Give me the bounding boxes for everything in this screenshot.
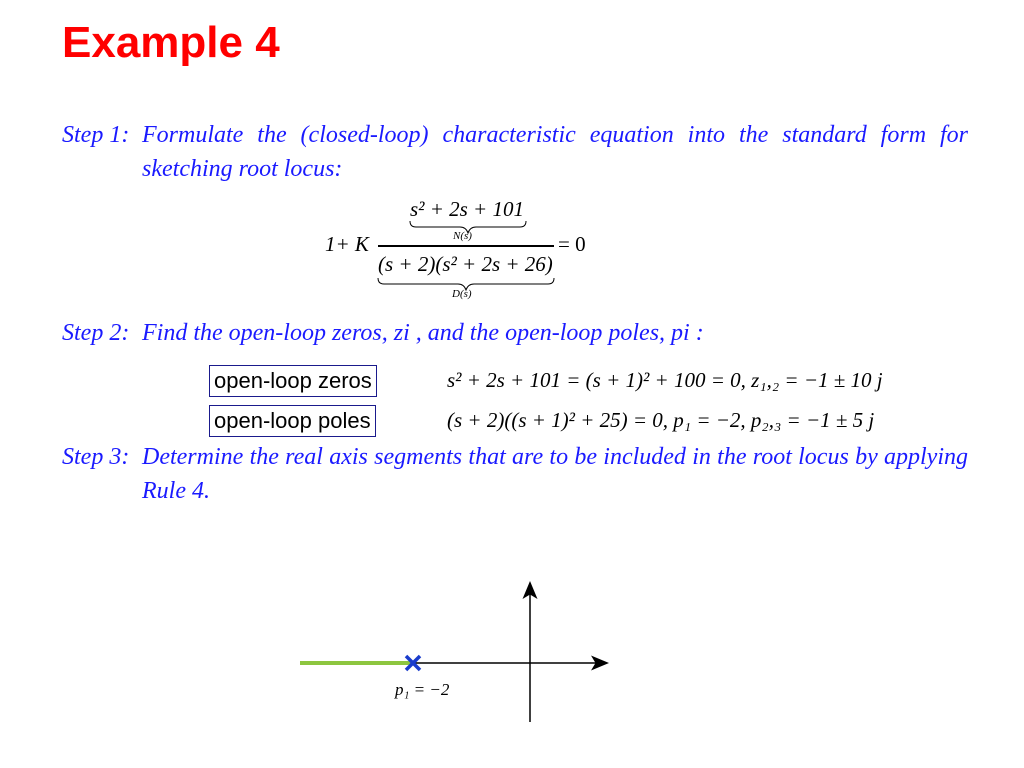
step-1 [62,118,968,186]
poles-equation: (s + 2)((s + 1)² + 25) = 0, p₁ = −2, p₂,₃ = −1 ± 5 j [447,408,875,432]
pole-x-icon [406,656,420,670]
slide-title: Example 4 [62,18,280,67]
equation-denominator: (s + 2)(s² + 2s + 26) [378,252,553,276]
step-3-text: Determine the real axis segments that are to be included in the root locus by applying Rule 4. [142,444,968,504]
pole-label: p₁ = −2 [395,680,450,699]
denominator-brace-label: D(s) [452,288,472,300]
open-loop-zeros-box: open-loop zeros [209,365,377,397]
numerator-brace-label: N(s) [453,230,472,242]
step-2-text: Find the open-loop zeros, zi , and the open-loop poles, pi : [142,320,704,346]
fraction-bar [378,245,554,247]
step-3 [62,440,968,508]
equation-rhs: = 0 [558,232,586,256]
step-2 [62,316,968,350]
step-3-label: Step 3: [62,444,130,470]
open-loop-poles-box: open-loop poles [209,405,376,437]
equation-numerator: s² + 2s + 101 [410,197,524,221]
step-1-label: Step 1: [62,122,130,148]
equation-lhs: 1+ K [325,232,369,256]
step-2-label: Step 2: [62,320,130,346]
zeros-equation: s² + 2s + 101 = (s + 1)² + 100 = 0, z₁,₂ = −1 ± 10 j [447,368,883,392]
step-1-text: Formulate the (closed-loop) characteristic equation into the standard form for sketching root locus: [142,122,968,182]
